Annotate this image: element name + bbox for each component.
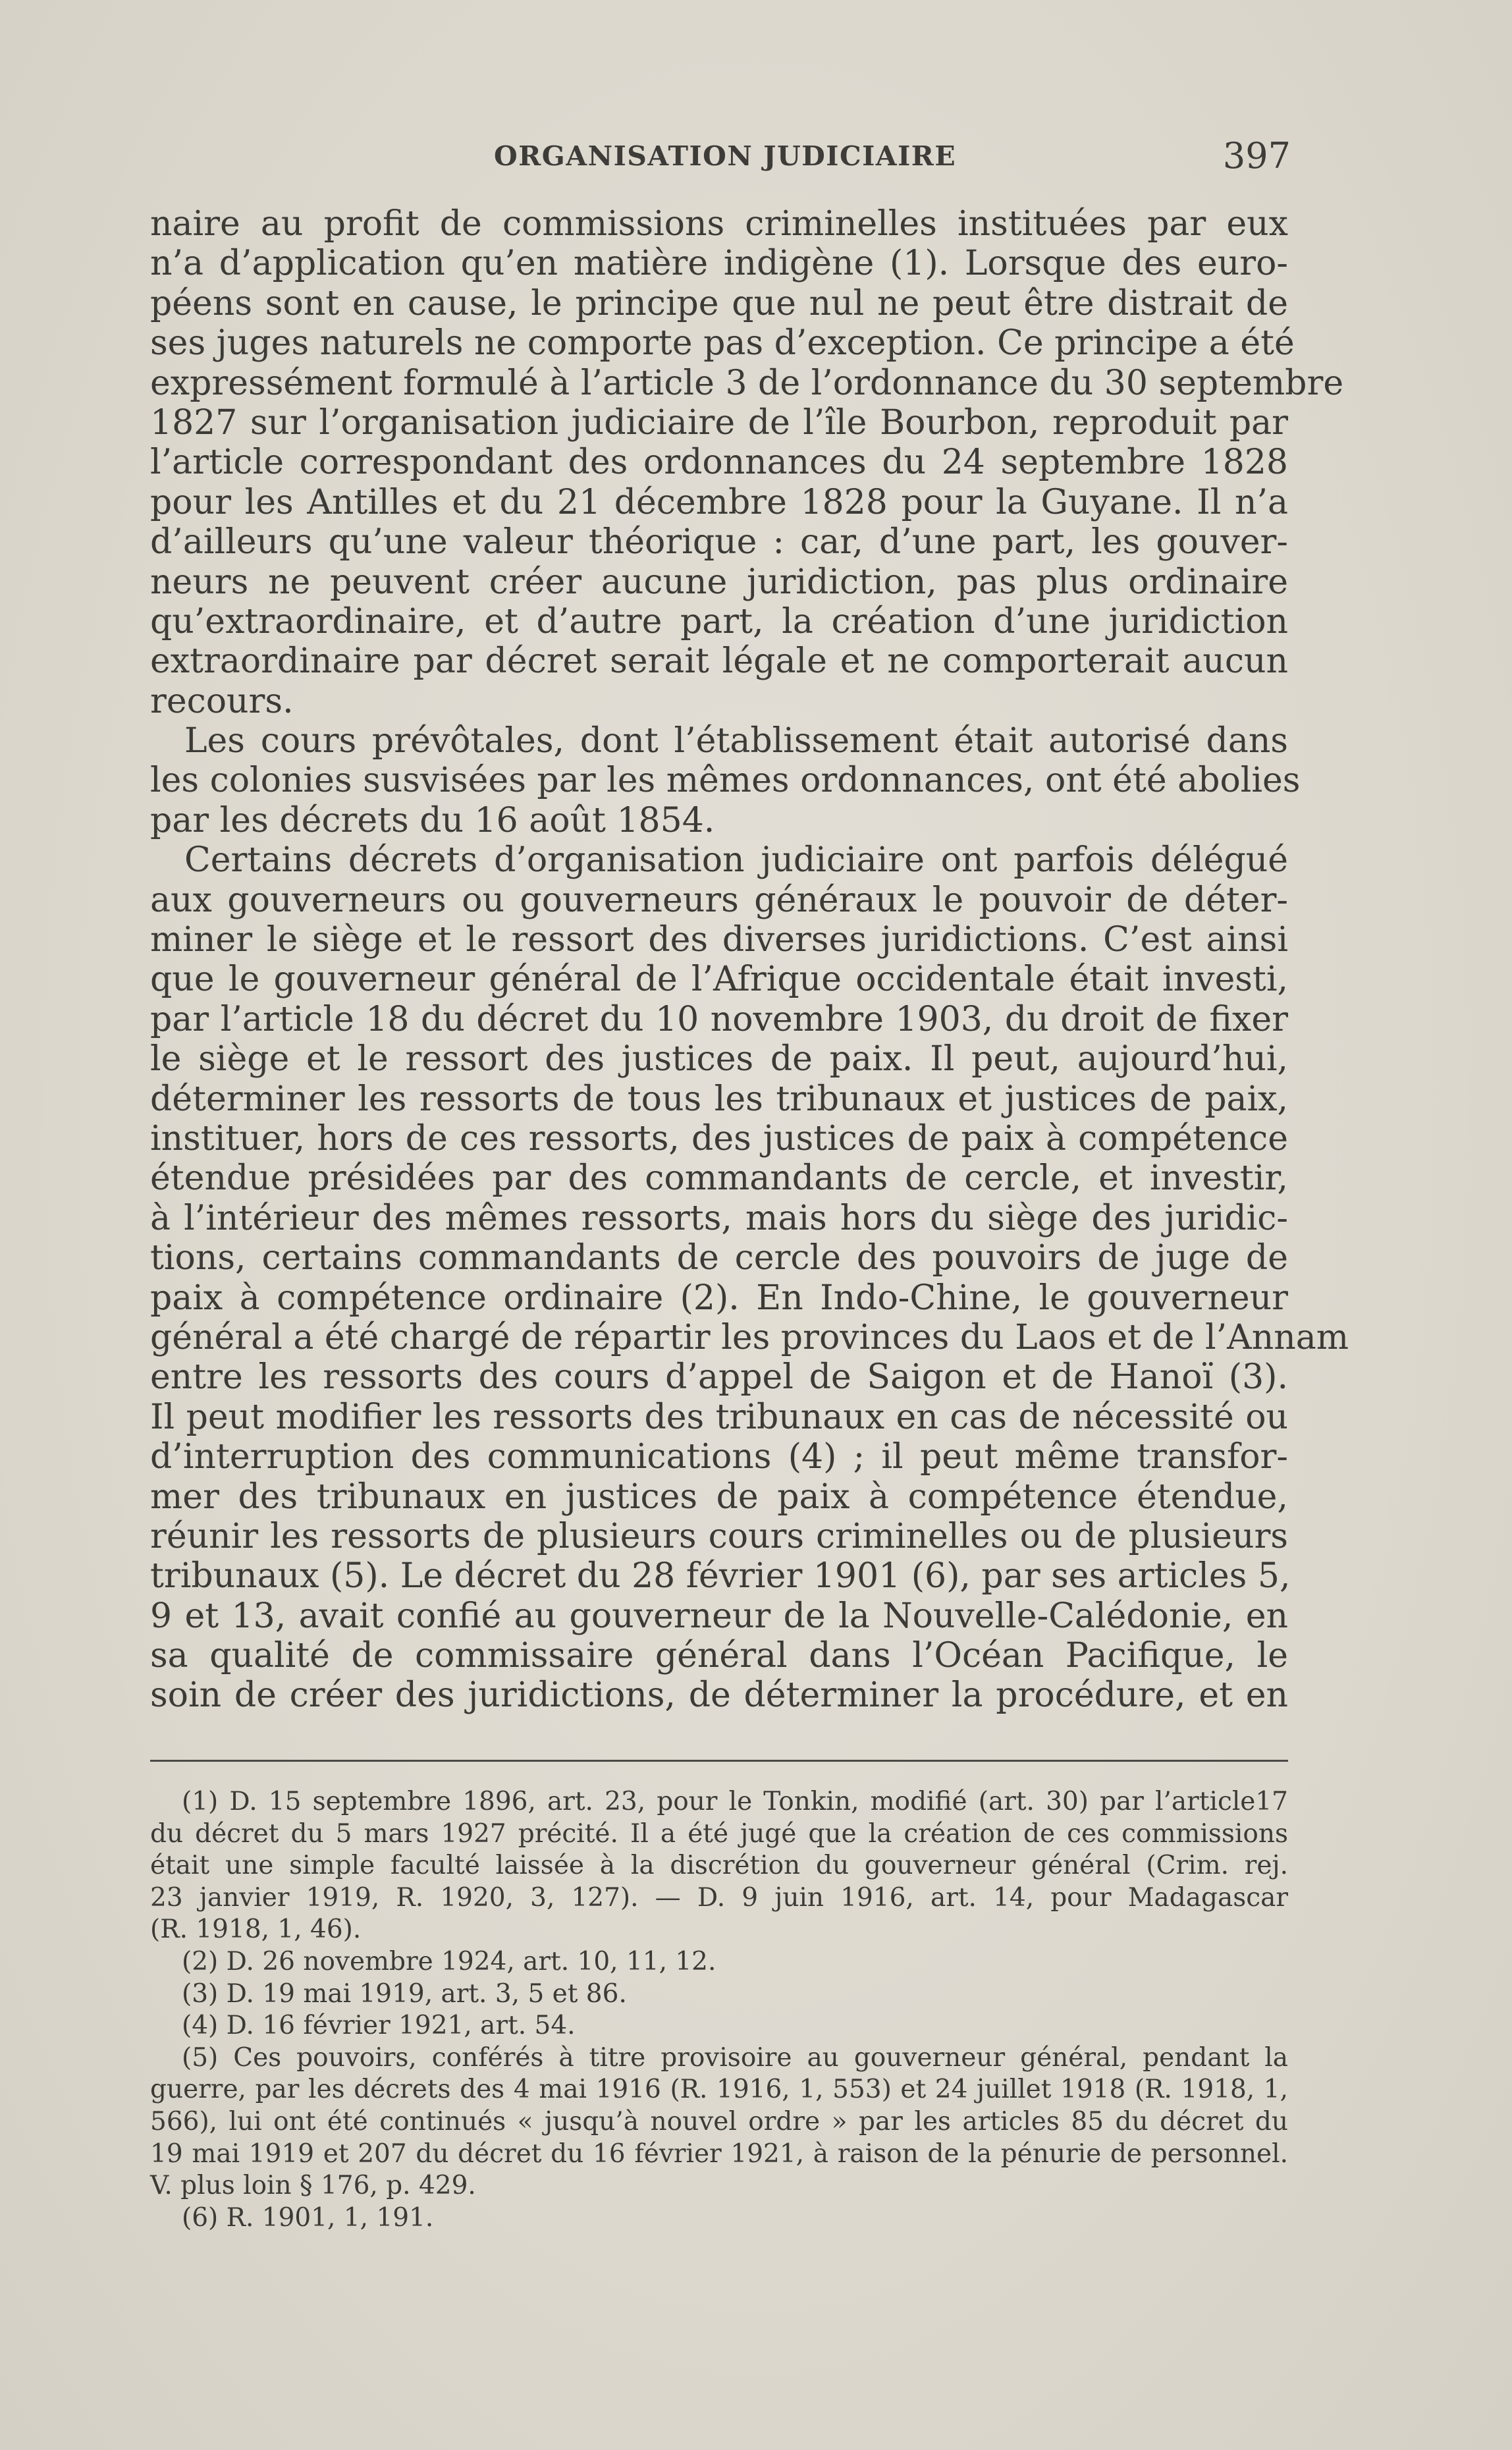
footnote-line: V. plus loin § 176, p. 429. [150, 2171, 476, 2201]
footnote-line: (2) D. 26 novembre 1924, art. 10, 11, 12. [182, 1946, 716, 1976]
footnote-line: du décret du 5 mars 1927 précité. Il a été jugé que la création de ces commissions [150, 1818, 1288, 1849]
text-line: paix à compétence ordinaire (2). En Indo-Chine, le gouverneur [150, 1278, 1288, 1318]
text-line: réunir les ressorts de plusieurs cours criminelles ou de plusieurs [150, 1516, 1288, 1556]
footnote-line: 23 janvier 1919, R. 1920, 3, 127). — D. 9 juin 1916, art. 14, pour Madagascar [150, 1882, 1288, 1913]
text-line: sa qualité de commissaire général dans l’Océan Pacifique, le [150, 1636, 1288, 1676]
text-line: étendue présidées par des commandants de cercle, et investir, [150, 1158, 1288, 1199]
running-head: ORGANISATION JUDICIAIRE [494, 140, 957, 172]
text-line: déterminer les ressorts de tous les tribunaux et justices de paix, [150, 1079, 1288, 1119]
text-line: par les décrets du 16 août 1854. [150, 800, 715, 840]
text-line: 1827 sur l’organisation judiciaire de l’île Bourbon, reproduit par [150, 402, 1288, 443]
text-line: d’interruption des communications (4) ; il peut même transfor- [150, 1437, 1288, 1477]
text-line: ses juges naturels ne comporte pas d’exception. Ce principe a été [150, 323, 1295, 364]
footnote-line: (1) D. 15 septembre 1896, art. 23, pour le Tonkin, modifié (art. 30) par l’article17 [182, 1787, 1288, 1816]
text-line: péens sont en cause, le principe que nul ne peut être distrait de [150, 283, 1288, 323]
main-text [150, 204, 1349, 1716]
footnote-line: (3) D. 19 mai 1919, art. 3, 5 et 86. [182, 1978, 627, 2009]
text-line: tribunaux (5). Le décret du 28 février 1901 (6), par ses articles 5, [150, 1556, 1291, 1596]
text-line: qu’extraordinaire, et d’autre part, la création d’une juridiction [150, 601, 1288, 641]
page-number: 397 [1222, 135, 1291, 177]
footnote-line: (R. 1918, 1, 46). [150, 1915, 362, 1945]
footnote-divider [150, 1760, 1288, 1762]
text-line: que le gouverneur général de l’Afrique occidentale était investi, [150, 960, 1288, 1000]
text-line: par l’article 18 du décret du 10 novembre 1903, du droit de fixer [150, 999, 1288, 1039]
text-line: naire au profit de commissions criminelles instituées par eux [150, 204, 1288, 244]
page-header [151, 135, 1291, 181]
footnote-line: (4) D. 16 février 1921, art. 54. [182, 2011, 576, 2041]
text-line: n’a d’application qu’en matière indigène (1). Lorsque des euro- [150, 244, 1288, 284]
text-line: neurs ne peuvent créer aucune juridiction, pas plus ordinaire [150, 562, 1288, 602]
text-line: Les cours prévôtales, dont l’établissement était autorisé dans [184, 721, 1288, 761]
footnote-line: (5) Ces pouvoirs, conférés à titre provisoire au gouverneur général, pendant la [182, 2042, 1288, 2073]
text-line: général a été chargé de répartir les provinces du Laos et de l’Annam [150, 1317, 1349, 1357]
text-line: soin de créer des juridictions, de déterminer la procédure, et en [150, 1675, 1288, 1716]
text-line: 9 et 13, avait confié au gouverneur de la Nouvelle-Calédonie, en [150, 1596, 1288, 1636]
footnote-line: guerre, par les décrets des 4 mai 1916 (R. 1916, 1, 553) et 24 juillet 1918 (R. 1918, 1, [150, 2075, 1288, 2105]
text-line: miner le siège et le ressort des diverses juridictions. C’est ainsi [150, 920, 1288, 960]
text-line: pour les Antilles et du 21 décembre 1828 pour la Guyane. Il n’a [150, 482, 1288, 522]
text-line: recours. [150, 681, 294, 721]
footnote-line: était une simple faculté laissée à la discrétion du gouverneur général (Crim. rej. [150, 1851, 1288, 1881]
text-line: à l’intérieur des mêmes ressorts, mais hors du siège des juridic- [150, 1198, 1288, 1238]
footnote-line: (6) R. 1901, 1, 191. [182, 2202, 434, 2233]
text-line: Il peut modifier les ressorts des tribunaux en cas de nécessité ou [150, 1397, 1288, 1437]
text-line: entre les ressorts des cours d’appel de Saigon et de Hanoï (3). [150, 1357, 1288, 1398]
footnotes [150, 1786, 1288, 2234]
text-line: extraordinaire par décret serait légale et ne comporterait aucun [150, 641, 1288, 682]
text-line: Certains décrets d’organisation judiciaire ont parfois délégué [184, 840, 1288, 881]
text-line: instituer, hors de ces ressorts, des justices de paix à compétence [150, 1118, 1288, 1158]
text-line: l’article correspondant des ordonnances du 24 septembre 1828 [150, 443, 1288, 483]
text-line: mer des tribunaux en justices de paix à compétence étendue, [150, 1477, 1288, 1517]
text-line: les colonies susvisées par les mêmes ordonnances, ont été abolies [150, 761, 1301, 801]
text-line: aux gouverneurs ou gouverneurs généraux le pouvoir de déter- [150, 880, 1288, 920]
text-line: expressément formulé à l’article 3 de l’ordonnance du 30 septembre [150, 363, 1344, 403]
footnote-line: 19 mai 1919 et 207 du décret du 16 février 1921, à raison de la pénurie de personnel. [150, 2138, 1288, 2169]
text-line: d’ailleurs qu’une valeur théorique : car, d’une part, les gouver- [150, 522, 1288, 562]
footnote-line: 566), lui ont été continués « jusqu’à nouvel ordre » par les articles 85 du décret du [150, 2106, 1288, 2137]
text-line: tions, certains commandants de cercle des pouvoirs de juge de [150, 1238, 1288, 1278]
text-line: le siège et le ressort des justices de paix. Il peut, aujourd’hui, [150, 1039, 1288, 1079]
